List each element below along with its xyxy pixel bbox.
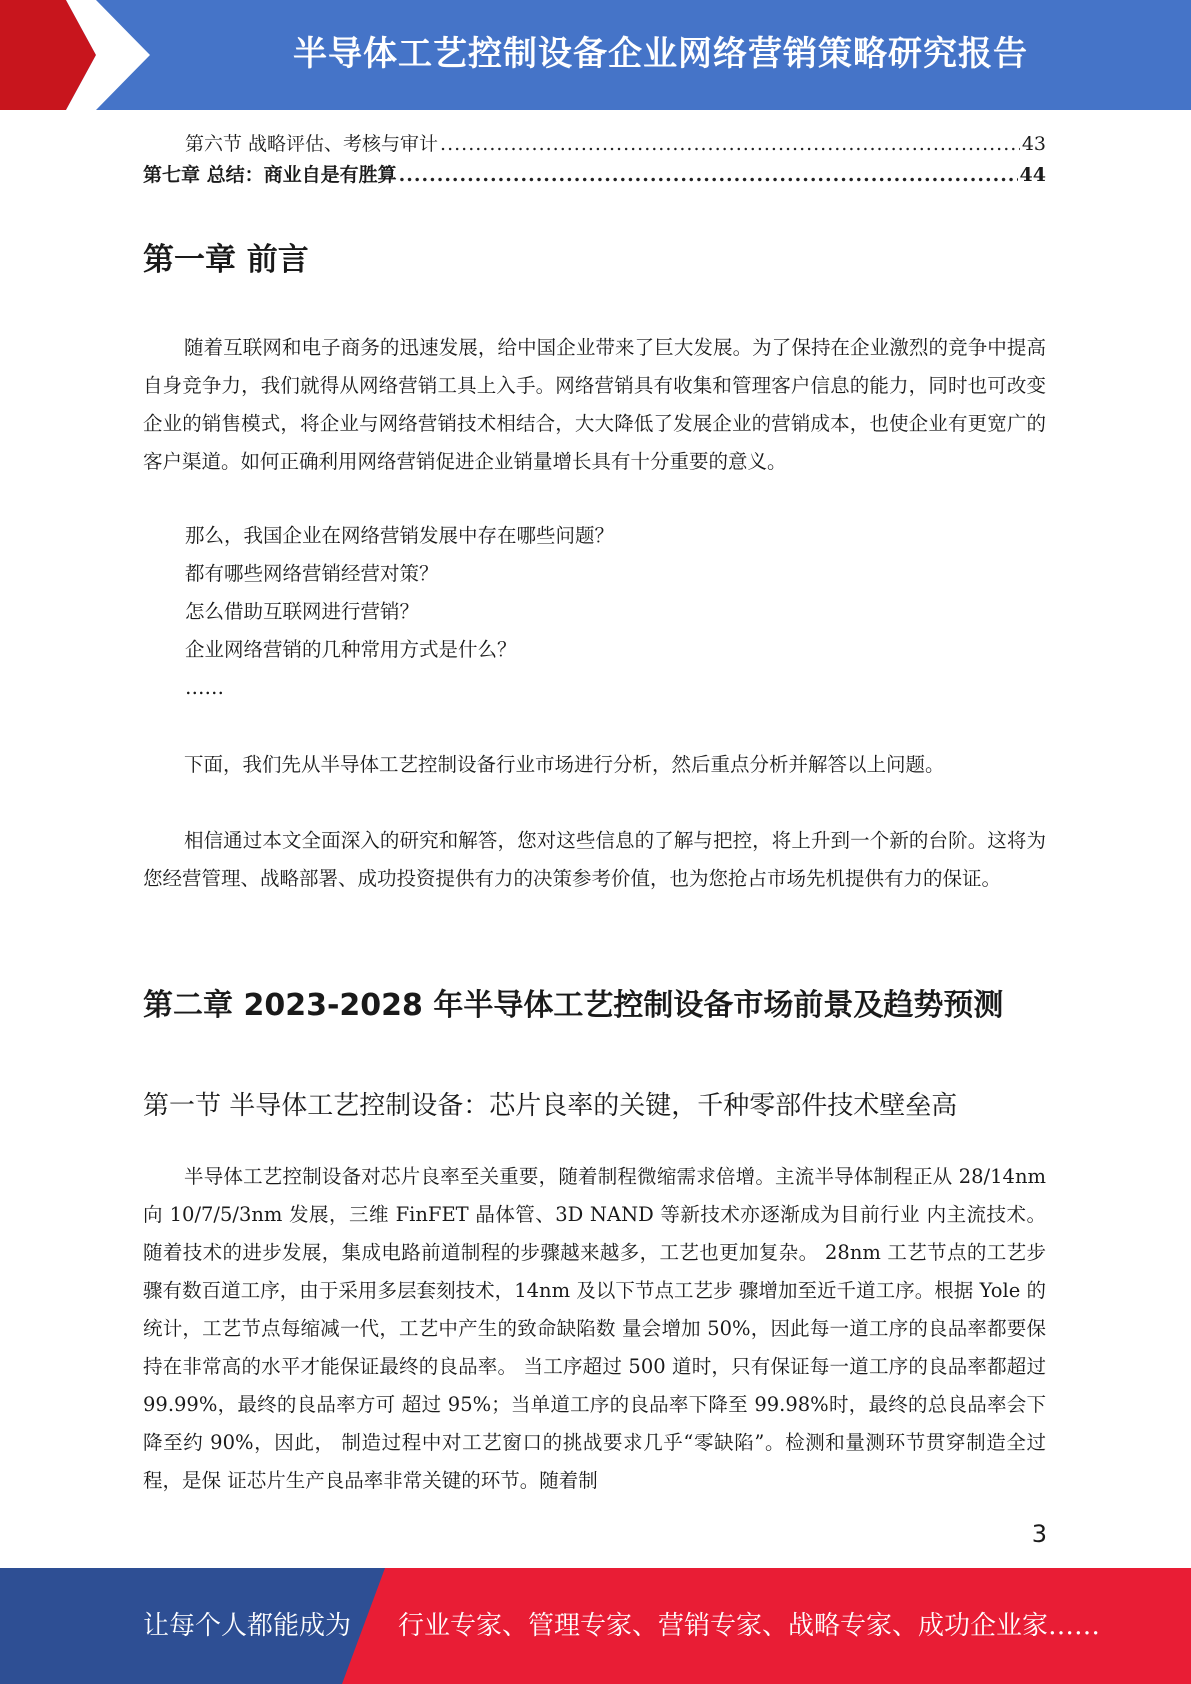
question-2: 都有哪些网络营销经营对策？ [185, 562, 439, 585]
toc-leader-dots [399, 164, 1018, 186]
chapter2-heading: 第二章 2023-2028 年半导体工艺控制设备市场前景及趋势预测 [143, 988, 1004, 1023]
toc-page: 43 [1021, 133, 1046, 155]
header-banner [0, 0, 1191, 110]
footer-banner [0, 1568, 1191, 1684]
toc-page: 44 [1019, 164, 1046, 186]
toc-entry-section6[interactable] [185, 129, 1046, 157]
chapter1-paragraph-3: 相信通过本文全面深入的研究和解答，您对这些信息的了解与把控，将上升到一个新的台阶。这将为您经营管理、战略部署、成功投资提供有力的决策参考价值，也为您抢占市场先机提供有力的保证。 [143, 829, 1046, 890]
report-title: 半导体工艺控制设备企业网络营销策略研究报告 [293, 34, 1028, 74]
question-1: 那么，我国企业在网络营销发展中存在哪些问题？ [185, 524, 615, 547]
chapter2-section1-heading: 第一节 半导体工艺控制设备：芯片良率的关键，千种零部件技术壁垒高 [143, 1091, 958, 1121]
toc-leader-dots [440, 133, 1020, 155]
chapter1-heading: 第一章 前言 [143, 242, 309, 278]
footer-slogan-left: 让每个人都能成为 [143, 1611, 352, 1641]
chapter1-paragraph-1: 随着互联网和电子商务的迅速发展，给中国企业带来了巨大发展。为了保持在企业激烈的竞争中提高自身竞争力，我们就得从网络营销工具上入手。网络营销具有收集和管理客户信息的能力，同时也可改变企业的销售模式，将企业与网络营销技术相结合，大大降低了发展企业的营销成本，也使企业有更宽广的客户渠道。如何正确利用网络营销促进企业销量增长具有十分重要的意义。 [143, 336, 1046, 473]
chapter1-paragraph-2: 下面，我们先从半导体工艺控制设备行业市场进行分析，然后重点分析并解答以上问题。 [184, 753, 945, 776]
page-number: 3 [1031, 1520, 1047, 1548]
toc-label: 第七章 总结：商业自是有胜算 [143, 164, 397, 186]
question-ellipsis: …… [185, 676, 224, 699]
toc-entry-chapter7[interactable] [143, 160, 1046, 188]
question-3: 怎么借助互联网进行营销？ [185, 600, 420, 623]
chapter2-body-paragraph: 半导体工艺控制设备对芯片良率至关重要，随着制程微缩需求倍增。主流半导体制程正从 28/14nm 向 10/7/5/3nm 发展，三维 FinFET 晶体管、3D NAND 等新技术亦逐渐成为目前行业 内主流技术。随着技术的进步发展，集成电路前道制程的步骤越来越多，工艺也更加复杂。 28nm 工艺节点的工艺步骤有数百道工序，由于采用多层套刻技术，14nm 及以下节点工艺步 骤增加至近千道工序。根据 Yole 的统计，工艺节点每缩减一代，工艺中产生的致命缺陷数 量会增加 50%，因此每一道工序的良品率都要保持在非常高的水平才能保证最终的良品率。 当工序超过 500 道时，只有保证每一道工序的良品率都超过 99.99%，最终的良品率方可 超过 95%；当单道工序的良品率下降至 99.98%时，最终的总良品率会下降至约 90%，因此， 制造过程中对工艺窗口的挑战要求几乎“零缺陷”。检测和量测环节贯穿制造全过程，是保 证芯片生产良品率非常关键的环节。随着制 [143, 1165, 1046, 1492]
toc-label: 第六节 战略评估、考核与审计 [185, 133, 439, 155]
footer-slogan-right: 行业专家、管理专家、营销专家、战略专家、成功企业家…… [398, 1611, 1101, 1641]
question-4: 企业网络营销的几种常用方式是什么？ [185, 638, 517, 661]
